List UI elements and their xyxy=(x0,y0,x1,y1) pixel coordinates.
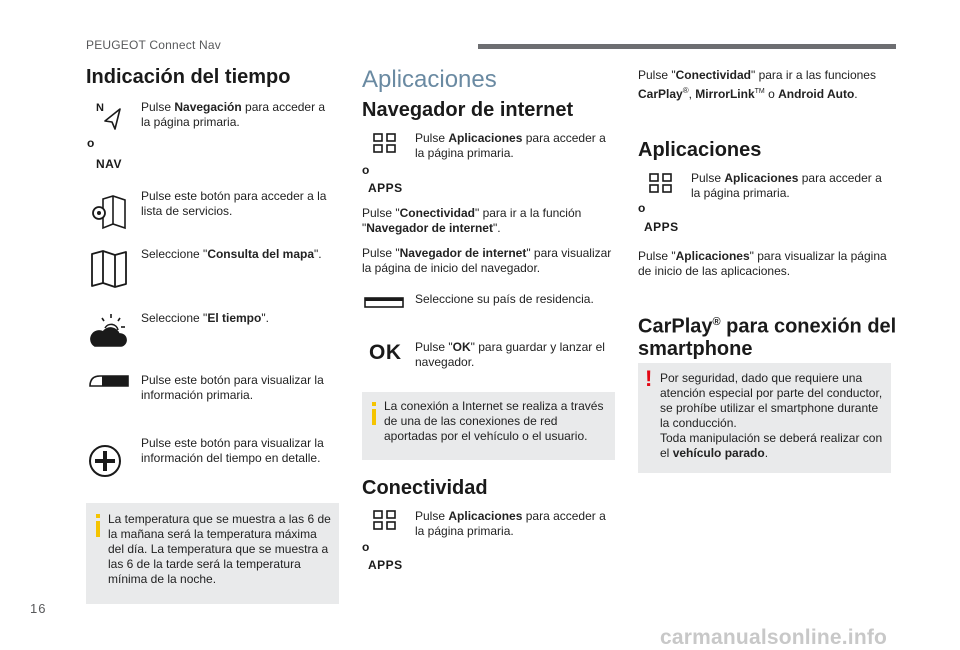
info-icon xyxy=(96,514,100,518)
subtitle-browser: Navegador de internet xyxy=(362,99,574,121)
running-header: PEUGEOT Connect Nav xyxy=(86,38,221,52)
apps-button-label: APPS xyxy=(644,220,679,234)
subtitle-connectivity: Conectividad xyxy=(362,477,488,499)
header-bar xyxy=(478,44,896,49)
browser-para-2: Pulse "Navegador de internet" para visualizar la página de inicio del navegador. xyxy=(362,246,612,275)
info-text-temperature: La temperatura que se muestra a las 6 de la mañana será la temperatura máxima del día. La temperatura que se muestra a las 6 de la tarde será la temperatura mínima de la noche. xyxy=(108,512,331,586)
warning-box-carplay xyxy=(638,363,891,473)
ok-button-label: OK xyxy=(369,341,402,364)
apps-button-label: APPS xyxy=(368,181,403,195)
info-box-internet xyxy=(362,392,615,460)
apps-grid-icon xyxy=(373,133,397,153)
weather-step-3: Seleccione "Consulta del mapa". xyxy=(141,247,322,261)
plus-circle-icon xyxy=(88,444,122,478)
subtitle-applications: Aplicaciones xyxy=(638,139,762,161)
connectivity-para: Pulse "Conectividad" para ir a las funciones CarPlay®, MirrorLink™ o Android Auto. xyxy=(638,68,876,101)
applications-para: Pulse "Aplicaciones" para visualizar la página de inicio de las aplicaciones. xyxy=(638,249,887,278)
browser-step-3: Pulse "OK" para guardar y lanzar el navegador. xyxy=(415,340,605,369)
info-text-internet: La conexión a Internet se realiza a través de una de las conexiones de red aportadas por el vehículo o el usuario. xyxy=(384,399,604,443)
weather-step-6: Pulse este botón para visualizar la información del tiempo en detalle. xyxy=(141,436,324,465)
watermark: carmanualsonline.info xyxy=(660,626,888,649)
subtitle-carplay: CarPlay® para conexión del smartphone xyxy=(638,315,897,360)
section-title-apps: Aplicaciones xyxy=(362,66,497,93)
connectivity-step-1: Pulse Aplicaciones para acceder a la página primaria. xyxy=(415,509,606,538)
browser-para-1: Pulse "Conectividad" para ir a la función "Navegador de internet". xyxy=(362,206,582,235)
or-text: o xyxy=(87,136,95,150)
info-bar-icon xyxy=(88,374,130,388)
or-text: o xyxy=(362,163,370,177)
browser-step-2: Seleccione su país de residencia. xyxy=(415,292,594,306)
page-number: 16 xyxy=(30,601,47,616)
weather-step-2: Pulse este botón para acceder a la lista de servicios. xyxy=(141,189,327,218)
map-settings-icon xyxy=(89,196,129,230)
warning-text: Por seguridad, dado que requiere una atención especial por parte del conductor, se prohíbe utilizar el smartphone durante la conducción. Toda manipulación se deberá realizar con el vehículo parado. xyxy=(660,371,883,460)
weather-step-4: Seleccione "El tiempo". xyxy=(141,311,269,325)
applications-step-1: Pulse Aplicaciones para acceder a la página primaria. xyxy=(691,171,882,200)
section-title-weather: Indicación del tiempo xyxy=(86,66,291,88)
info-icon xyxy=(372,402,376,406)
apps-grid-icon xyxy=(373,510,397,530)
weather-icon xyxy=(87,312,129,350)
apps-grid-icon xyxy=(649,173,673,193)
or-text: o xyxy=(362,540,370,554)
navigation-arrow-icon xyxy=(96,101,124,131)
info-box-temperature xyxy=(86,503,339,604)
or-text: o xyxy=(638,201,646,215)
warning-icon: ! xyxy=(645,366,653,391)
country-bar-icon xyxy=(364,297,404,309)
nav-button-label: NAV xyxy=(96,157,122,171)
weather-step-5: Pulse este botón para visualizar la información primaria. xyxy=(141,373,324,402)
apps-button-label: APPS xyxy=(368,558,403,572)
weather-step-1: Pulse Navegación para acceder a la página primaria. xyxy=(141,100,326,129)
map-icon xyxy=(90,251,130,287)
svg-text:N: N xyxy=(96,102,104,114)
browser-step-1: Pulse Aplicaciones para acceder a la página primaria. xyxy=(415,131,606,160)
